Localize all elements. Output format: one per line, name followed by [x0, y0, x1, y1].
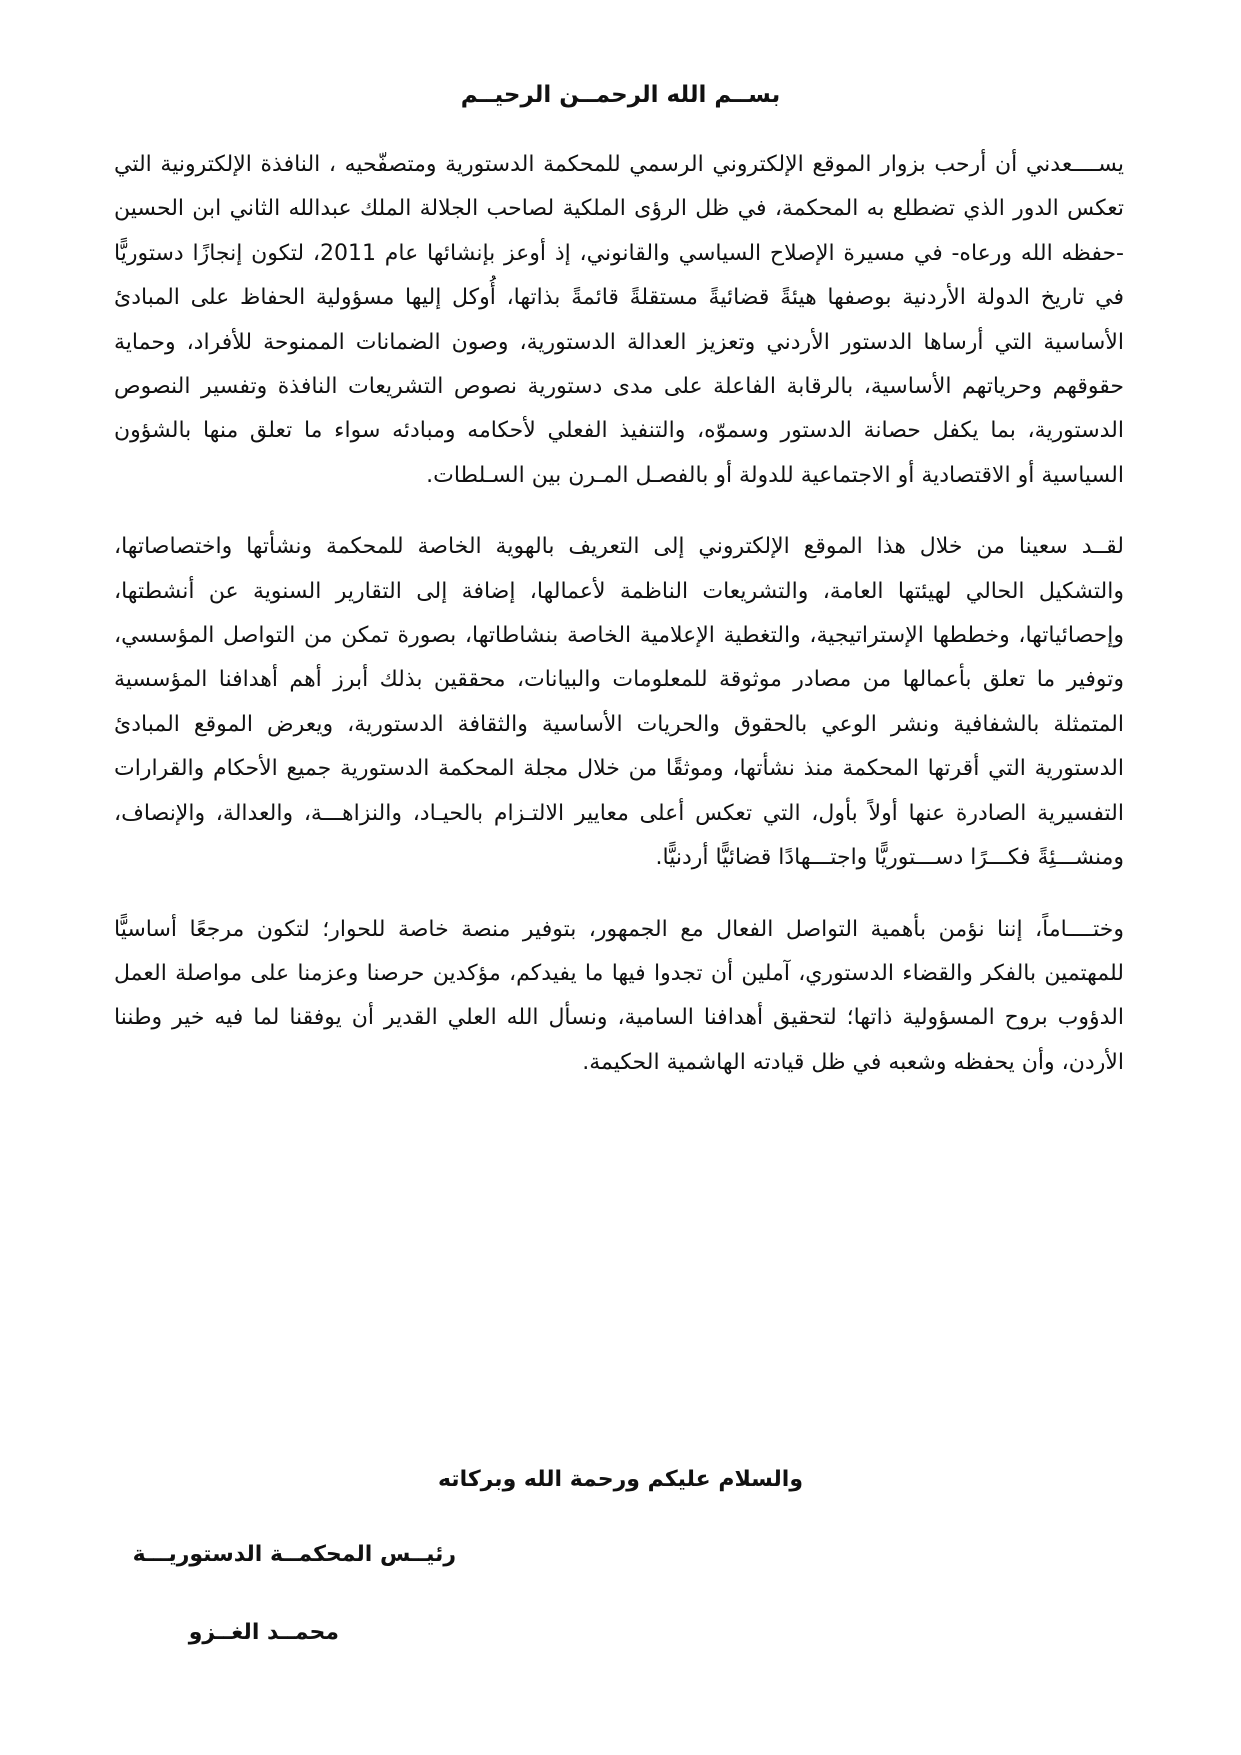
closing-greeting: والسلام عليكم ورحمة الله وبركاته: [437, 1467, 804, 1492]
paragraph-conclusion: وختــــاماً، إننا نؤمن بأهمية التواصل الفعال مع الجمهور، بتوفير منصة خاصة للحوار؛ لتكون مرجعًا أساسيًّا للمهتمين بالفكر والقضاء الدستوري، آملين أن تجدوا فيها ما يفيدكم، مؤكدين حرصنا وعزمنا على مواصلة العمل الدؤوب بروح المسؤولية ذاتها؛ لتحقيق أهدافنا السامية، ونسأل الله العلي القدير أن يوفقنا لما فيه خير وطننا الأردن، وأن يحفظه وشعبه في ظل قيادته الهاشمية الحكيمة.: [114, 916, 1124, 1075]
paragraph-website-purpose: لقــد سعينا من خلال هذا الموقع الإلكتروني إلى التعريف بالهوية الخاصة للمحكمة ونشأتها واختصاصاتها، والتشكيل الحالي لهيئتها العامة، والتشريعات الناظمة لأعمالها، إضافة إلى التقارير السنوية عن أنشطتها، وإحصائياتها، وخططها الإستراتيجية، والتغطية الإعلامية الخاصة بنشاطاتها، بصورة تمكن من التواصل المؤسسي، وتوفير ما تعلق بأعمالها من مصادر موثوقة للمعلومات والبيانات، محققين بذلك أبرز أهم أهدافنا المؤسسية المتمثلة بالشفافية ونشر الوعي بالحقوق والحريات الأساسية والثقافة الدستورية، ويعرض الموقع المبادئ الدستورية التي أقرتها المحكمة منذ نشأتها، وموثقًا من خلال مجلة المحكمة الدستورية جميع الأحكام والقرارات التفسيرية الصادرة عنها أولاً بأول، التي تعكس أعلى معايير الالتـزام بالحيـاد، والنزاهـــة، والعدالة، والإنصاف، ومنشـــئِةً فكـــرًا دســـتوريًّا واجتـــهادًا قضائيًّا أردنيًّا.: [114, 534, 1124, 871]
signature-title: رئيــس المحكمــة الدستوريـــة: [132, 1542, 456, 1567]
letter-body: [114, 143, 1124, 1085]
signature-name: محمــد الغــزو: [188, 1620, 339, 1645]
basmala-heading: بســم الله الرحمــن الرحيــم: [460, 82, 781, 108]
paragraph-welcome: يســــعدني أن أرحب بزوار الموقع الإلكتروني الرسمي للمحكمة الدستورية ومتصفّحيه ، النافذة الإلكترونية التي تعكس الدور الذي تضطلع به المحكمة، في ظل الرؤى الملكية لصاحب الجلالة الملك عبدالله الثاني ابن الحسين -حفظه الله ورعاه- في مسيرة الإصلاح السياسي والقانوني، إذ أوعز بإنشائها عام 2011، لتكون إنجازًا دستوريًّا في تاريخ الدولة الأردنية بوصفها هيئةً قضائيةً مستقلةً قائمةً بذاتها، أُوكل إليها مسؤولية الحفاظ على المبادئ الأساسية التي أرساها الدستور الأردني وتعزيز العدالة الدستورية، وصون الضمانات الممنوحة للأفراد، وحماية حقوقهم وحرياتهم الأساسية، بالرقابة الفاعلة على مدى دستورية نصوص التشريعات النافذة وتفسير النصوص الدستورية، بما يكفل حصانة الدستور وسموّه، والتنفيذ الفعلي لأحكامه ومبادئه سواء ما تعلق منها بالشؤون السياسية أو الاقتصادية أو الاجتماعية للدولة أو بالفصـل المـرن بين السـلطات.: [114, 152, 1124, 488]
